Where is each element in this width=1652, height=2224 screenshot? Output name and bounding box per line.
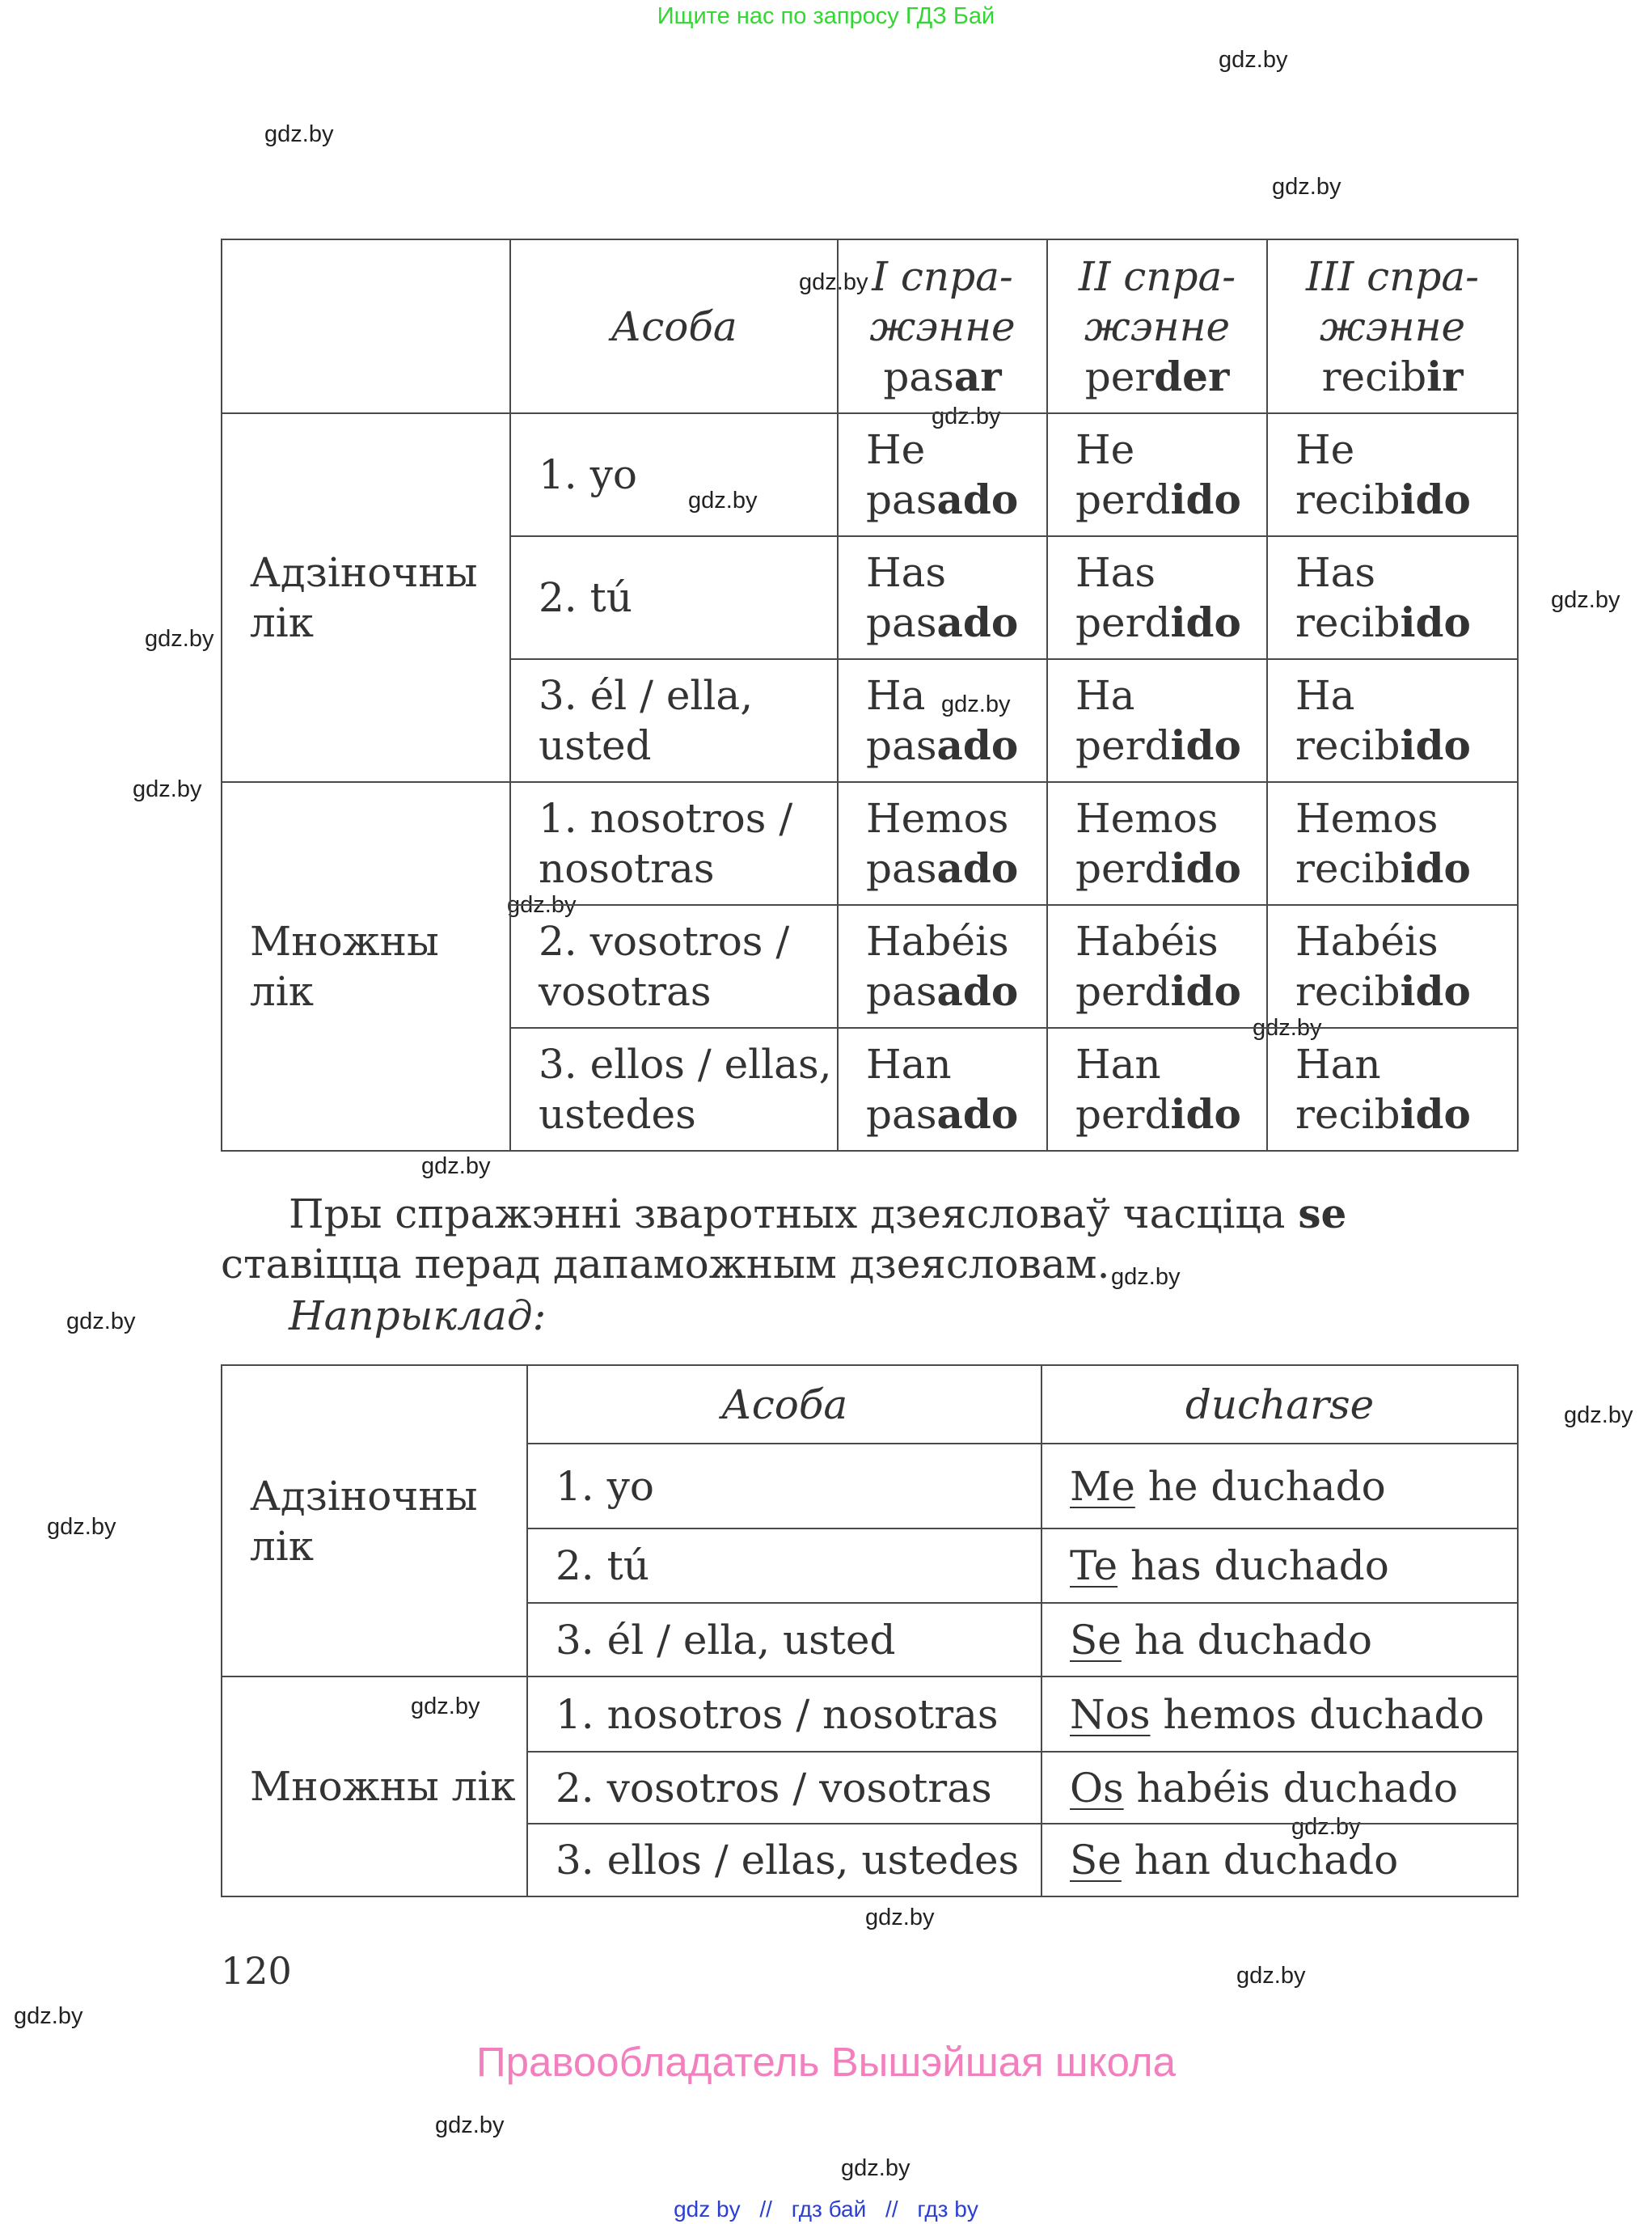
reflexive-table: [221, 1364, 1519, 1897]
header-conjugation-3: III спра- жэнне recibir: [1267, 239, 1518, 413]
form-cell: Han recibido: [1267, 1028, 1518, 1151]
watermark: gdz.by: [435, 2112, 505, 2138]
watermark: gdz.by: [865, 1905, 935, 1930]
form-cell: Has pasado: [838, 536, 1047, 659]
footer-separator: //: [885, 2197, 898, 2222]
watermark: gdz.by: [841, 2155, 911, 2181]
watermark: gdz.by: [941, 691, 1011, 717]
example-label: Напрыклад:: [289, 1292, 547, 1339]
watermark: gdz.by: [421, 1153, 491, 1179]
watermark: gdz.by: [1253, 1015, 1322, 1041]
watermark: gdz.by: [133, 776, 202, 802]
form-cell: Habéis perdido: [1047, 905, 1267, 1028]
watermark: gdz.by: [1551, 587, 1620, 613]
form-cell: Habéis recibido: [1267, 905, 1518, 1028]
header-conjugation-2: II спра- жэнне perder: [1047, 239, 1267, 413]
header-verb: ducharse: [1041, 1365, 1518, 1444]
watermark: gdz.by: [1272, 174, 1341, 200]
page-number: 120: [221, 1949, 292, 1993]
person-cell: 3. ellos / ellas, ustedes: [527, 1824, 1041, 1896]
form-cell: Os habéis duchado: [1041, 1752, 1518, 1824]
watermark: gdz.by: [1111, 1264, 1181, 1290]
singular-label: Адзіночны лік: [222, 1365, 527, 1676]
person-cell: 2. tú: [510, 536, 838, 659]
form-cell: He recibido: [1267, 413, 1518, 536]
copyright-notice: Правообладатель Вышэйшая школа: [476, 2039, 1176, 2085]
person-cell: 3. ellos / ellas, ustedes: [510, 1028, 838, 1151]
footer-link[interactable]: гдз by: [917, 2197, 978, 2222]
form-cell: Ha pasado: [838, 659, 1047, 782]
watermark: gdz.by: [145, 626, 214, 652]
rule-paragraph: Пры спражэнні зваротных дзеясловаў часціца se ставіцца перад дапаможным дзеясловам.: [221, 1190, 1347, 1287]
footer-separator: //: [759, 2197, 772, 2222]
plural-label: Множны лік: [222, 782, 510, 1151]
person-cell: 1. yo: [527, 1444, 1041, 1528]
watermark: gdz.by: [47, 1514, 116, 1540]
watermark: gdz.by: [1236, 1963, 1306, 1989]
watermark: gdz.by: [14, 2003, 83, 2029]
watermark: gdz.by: [507, 892, 577, 918]
form-cell: Han pasado: [838, 1028, 1047, 1151]
singular-label: Адзіночны лік: [222, 413, 510, 782]
form-cell: Ha recibido: [1267, 659, 1518, 782]
form-cell: Hemos perdido: [1047, 782, 1267, 905]
table-row: [222, 1676, 1518, 1752]
form-cell: He pasado: [838, 413, 1047, 536]
search-banner: Ищите нас по запросу ГДЗ Бай: [657, 3, 995, 29]
table-row: [222, 413, 1518, 536]
plural-label: Множны лік: [222, 1676, 527, 1896]
form-cell: Has perdido: [1047, 536, 1267, 659]
person-cell: 3. él / ella, usted: [510, 659, 838, 782]
header-person: Асоба: [527, 1365, 1041, 1444]
footer-link[interactable]: gdz by: [674, 2197, 741, 2222]
conjugation-table: [221, 239, 1519, 1152]
header-conjugation-1: I спра- жэнне pasar: [838, 239, 1047, 413]
form-cell: Han perdido: [1047, 1028, 1267, 1151]
table-header-row: [222, 239, 1518, 413]
person-cell: 2. tú: [527, 1528, 1041, 1603]
watermark: gdz.by: [688, 488, 758, 514]
footer-link[interactable]: гдз бай: [791, 2197, 867, 2222]
watermark: gdz.by: [932, 404, 1001, 429]
watermark: gdz.by: [1564, 1402, 1633, 1428]
person-cell: 1. nosotros / nosotras: [510, 782, 838, 905]
empty-corner-cell: [222, 239, 510, 413]
watermark: gdz.by: [1219, 47, 1288, 73]
watermark: gdz.by: [264, 121, 334, 147]
form-cell: Ha perdido: [1047, 659, 1267, 782]
person-cell: 2. vosotros / vosotras: [510, 905, 838, 1028]
watermark: gdz.by: [799, 269, 868, 295]
form-cell: Se ha duchado: [1041, 1603, 1518, 1676]
form-cell: Has recibido: [1267, 536, 1518, 659]
person-cell: 1. nosotros / nosotras: [527, 1676, 1041, 1752]
footer-links: [0, 2197, 1652, 2222]
form-cell: Me he duchado: [1041, 1444, 1518, 1528]
person-cell: 3. él / ella, usted: [527, 1603, 1041, 1676]
form-cell: Nos hemos duchado: [1041, 1676, 1518, 1752]
form-cell: Hemos recibido: [1267, 782, 1518, 905]
form-cell: Habéis pasado: [838, 905, 1047, 1028]
form-cell: Se han duchado: [1041, 1824, 1518, 1896]
watermark: gdz.by: [411, 1693, 480, 1719]
form-cell: Te has duchado: [1041, 1528, 1518, 1603]
watermark: gdz.by: [66, 1309, 136, 1334]
table-row: [222, 782, 1518, 905]
watermark: gdz.by: [1291, 1814, 1361, 1840]
form-cell: Hemos pasado: [838, 782, 1047, 905]
person-cell: 1. yo: [510, 413, 838, 536]
form-cell: He perdido: [1047, 413, 1267, 536]
table-header-row: [222, 1365, 1518, 1444]
header-person: Асоба: [510, 239, 838, 413]
person-cell: 2. vosotros / vosotras: [527, 1752, 1041, 1824]
